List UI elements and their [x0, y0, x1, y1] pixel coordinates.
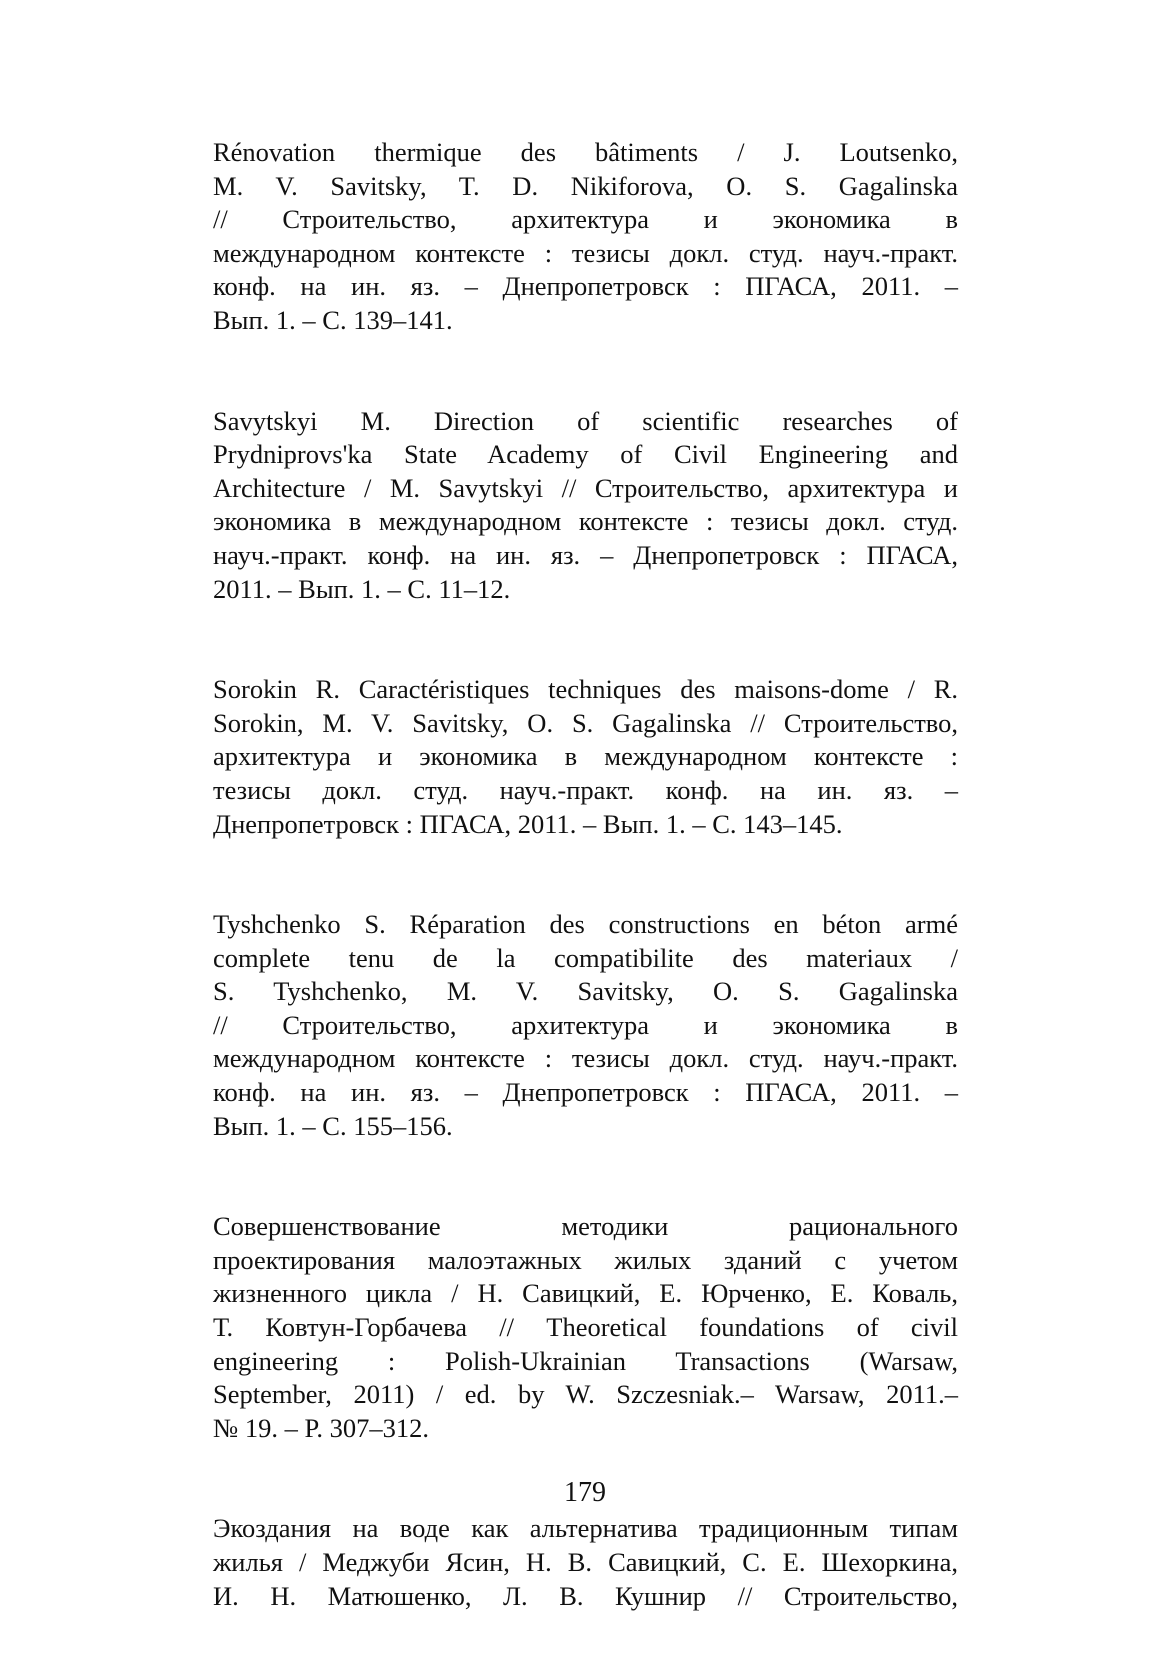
entry-line: проектирования малоэтажных жилых зданий с учетом	[213, 1244, 958, 1275]
entry-line: Sorokin R. Caractéristiques techniques des maisons-dome / R.	[213, 674, 958, 705]
entry-line: Совершенствование методики рационального	[213, 1211, 958, 1242]
entry-line: тезисы докл. студ. науч.-практ. конф. на ин. яз. –	[213, 774, 958, 805]
entry-line: И. Н. Матюшенко, Л. В. Кушнир // Строительство,	[213, 1580, 958, 1611]
entry-line: конф. на ин. яз. – Днепропетровск : ПГАСА, 2011. –	[213, 271, 958, 302]
entry-line: Tyshchenko S. Réparation des constructions en béton armé	[213, 909, 958, 940]
entry-line: Savytskyi M. Direction of scientific researches of	[213, 405, 958, 436]
entry-line: № 19. – P. 307–312.	[213, 1412, 429, 1443]
entry-line: конф. на ин. яз. – Днепропетровск : ПГАСА, 2011. –	[213, 1077, 958, 1108]
entry-line: September, 2011) / ed. by W. Szczesniak.– Warsaw, 2011.–	[213, 1379, 958, 1410]
entry-line: // Строительство, архитектура и экономика в	[213, 204, 958, 235]
bibliography-entry	[213, 405, 958, 607]
entry-line: Вып. 1. – С. 155–156.	[213, 1110, 453, 1141]
page-number: 179	[564, 1477, 606, 1508]
entry-line: Architecture / M. Savytskyi // Строительство, архитектура и	[213, 472, 958, 503]
bibliography-entry	[213, 1210, 958, 1445]
entry-line: M. V. Savitsky, T. D. Nikiforova, O. S. Gagalinska	[213, 170, 958, 201]
entry-line: Вып. 1. – С. 139–141.	[213, 304, 453, 335]
entry-line: архитектура и экономика в международном контексте :	[213, 741, 958, 772]
entry-line: Prydniprovs'ka State Academy of Civil Engineering and	[213, 439, 958, 470]
entry-line: // Строительство, архитектура и экономика в	[213, 1009, 958, 1040]
entry-line: международном контексте : тезисы докл. студ. науч.-практ.	[213, 1043, 958, 1074]
entry-line: Sorokin, M. V. Savitsky, O. S. Gagalinska // Строительство,	[213, 707, 958, 738]
entry-line: Rénovation thermique des bâtiments / J. Loutsenko,	[213, 137, 958, 167]
entry-line: Т. Ковтун-Горбачева // Theoretical foundations of civil	[213, 1312, 958, 1343]
entry-line: complete tenu de la compatibilite des materiaux /	[213, 942, 958, 973]
entry-line: engineering : Polish-Ukrainian Transactions (Warsaw,	[213, 1345, 958, 1376]
entry-line: науч.-практ. конф. на ин. яз. – Днепропетровск : ПГАСА,	[213, 539, 958, 570]
entry-line: международном контексте : тезисы докл. студ. науч.-практ.	[213, 237, 958, 268]
entry-line: жилья / Меджуби Ясин, Н. В. Савицкий, С. Е. Шехоркина,	[213, 1547, 958, 1577]
bibliography-entry	[213, 673, 958, 841]
bibliography-entry	[213, 1512, 958, 1613]
entry-line: 2011. – Вып. 1. – С. 11–12.	[213, 573, 511, 604]
entry-line: жизненного цикла / Н. Савицкий, Е. Юрченко, Е. Коваль,	[213, 1278, 958, 1309]
entry-line: Экоздания на воде как альтернатива традиционным типам	[213, 1513, 958, 1544]
bibliography-list	[213, 136, 958, 1680]
entry-line: Днепропетровск : ПГАСА, 2011. – Вып. 1. – С. 143–145.	[213, 808, 843, 839]
entry-line: S. Tyshchenko, M. V. Savitsky, O. S. Gagalinska	[213, 976, 958, 1007]
bibliography-entry	[213, 908, 958, 1143]
entry-line: экономика в международном контексте : тезисы докл. студ.	[213, 506, 958, 537]
bibliography-entry	[213, 136, 958, 338]
